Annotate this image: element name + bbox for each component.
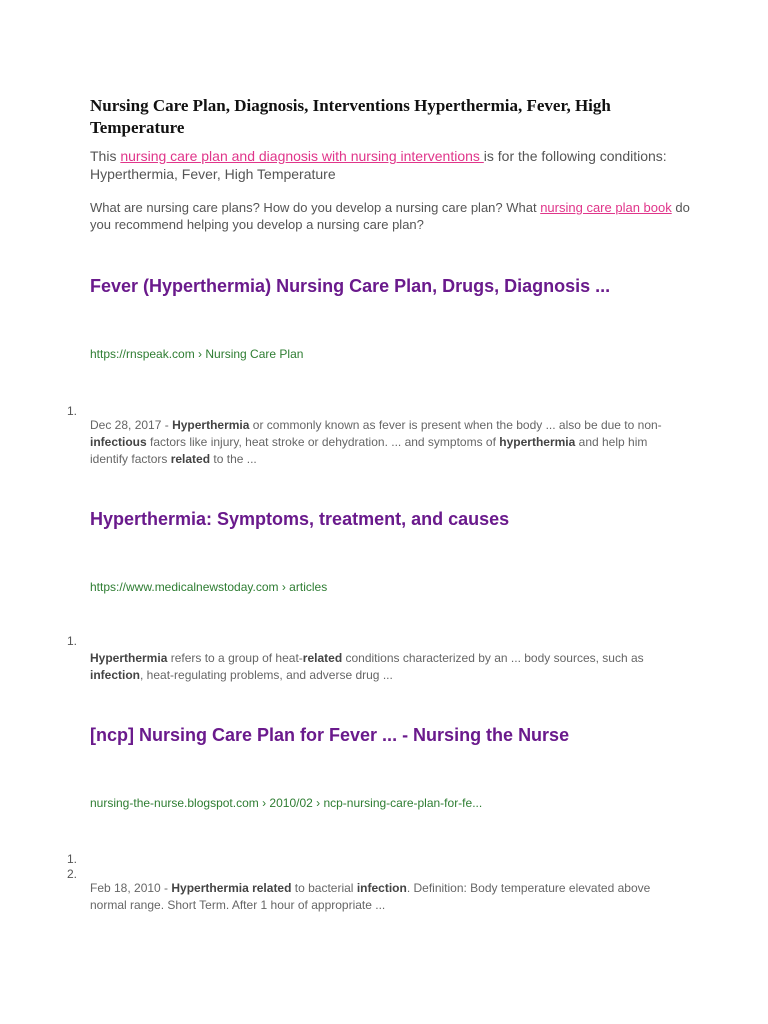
snippet-text: refers to a group of heat- [167, 651, 303, 665]
snippet-text: to bacterial [291, 881, 357, 895]
highlight-term: related [170, 452, 211, 466]
result-url[interactable]: https://rnspeak.com › Nursing Care Plan [90, 347, 304, 361]
result-date: Dec 28, 2017 - [90, 418, 173, 432]
page-title: Nursing Care Plan, Diagnosis, Interventions Hyperthermia, Fever, High Temperature [90, 96, 611, 137]
highlight-term: related [302, 651, 343, 665]
question-paragraph [90, 199, 690, 233]
document-page [90, 95, 690, 233]
snippet-text: or commonly known as fever is present when the body ... also be due to non- [249, 418, 662, 432]
snippet-text: and help him identify factors [90, 435, 648, 466]
highlight-term: infection [90, 668, 140, 682]
snippet-text: to the ... [210, 452, 257, 466]
result-snippet [90, 650, 680, 684]
result-date: Feb 18, 2010 - [90, 881, 172, 895]
result-url[interactable]: nursing-the-nurse.blogspot.com › 2010/02 › ncp-nursing-care-plan-for-fe... [90, 796, 483, 810]
list-number: 2. [67, 867, 78, 881]
highlight-term: Hyperthermia [90, 651, 168, 665]
list-number: 1. [67, 404, 78, 418]
list-number: 1. [67, 852, 78, 866]
snippet-text: conditions characterized by an ... body sources, such as [342, 651, 644, 665]
result-snippet [90, 417, 680, 468]
highlight-term: infectious [90, 435, 147, 449]
highlight-term: Hyperthermia [172, 418, 250, 432]
highlight-term: Hyperthermia related [171, 881, 292, 895]
snippet-text: . Definition: Body temperature elevated above normal range. Short Term. After 1 hour of appropriate ... [90, 881, 651, 912]
intro-paragraph [90, 147, 690, 183]
result-title-link[interactable]: Fever (Hyperthermia) Nursing Care Plan, Drugs, Diagnosis ... [90, 276, 611, 296]
result-snippet [90, 880, 680, 914]
intro-suffix: is for the following conditions: Hyperthermia, Fever, High Temperature [90, 148, 667, 182]
snippet-text: factors like injury, heat stroke or dehydration. ... and symptoms of [146, 435, 500, 449]
list-number: 1. [67, 634, 78, 648]
question-suffix: do you recommend helping you develop a nursing care plan? [90, 200, 690, 232]
intro-prefix: This [90, 148, 121, 164]
nursing-care-plan-link[interactable]: nursing care plan and diagnosis with nursing interventions [120, 148, 484, 164]
result-title-link[interactable]: [ncp] Nursing Care Plan for Fever ... - Nursing the Nurse [90, 725, 570, 745]
question-prefix: What are nursing care plans? How do you develop a nursing care plan? What [90, 200, 541, 215]
highlight-term: infection [356, 881, 407, 895]
highlight-term: hyperthermia [499, 435, 576, 449]
snippet-text: , heat-regulating problems, and adverse drug ... [140, 668, 393, 682]
nursing-care-plan-book-link[interactable]: nursing care plan book [540, 200, 672, 215]
result-url[interactable]: https://www.medicalnewstoday.com › articles [90, 580, 328, 594]
result-title-link[interactable]: Hyperthermia: Symptoms, treatment, and causes [90, 509, 510, 529]
